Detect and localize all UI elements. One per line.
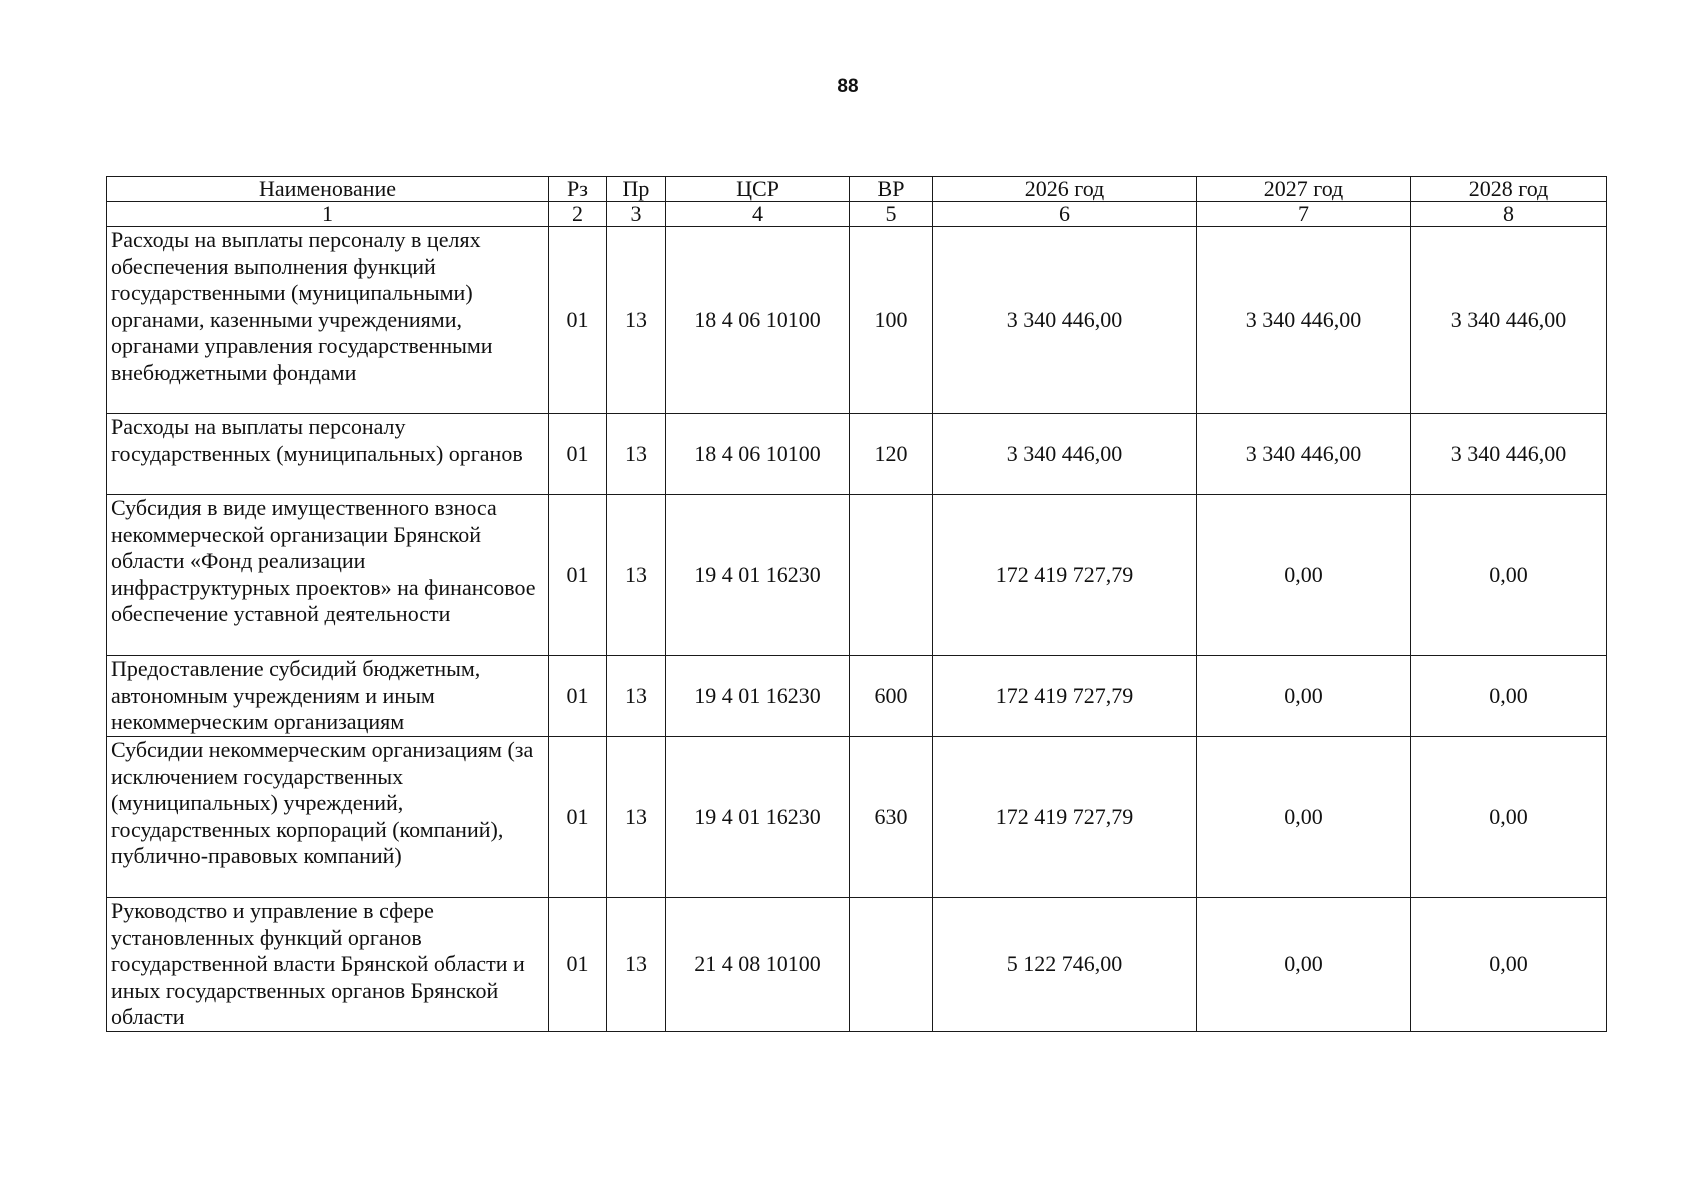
row-pr: 13: [607, 227, 666, 414]
row-rz: 01: [549, 656, 607, 737]
row-amount-2027: 0,00: [1197, 656, 1411, 737]
row-pr: 13: [607, 656, 666, 737]
row-name: Руководство и управление в сфере установленных функций органов государственной власти Брянской области и иных государственных органов Брянской области: [107, 898, 549, 1032]
row-vr: [850, 898, 933, 1032]
row-amount-2026: 5 122 746,00: [933, 898, 1197, 1032]
row-vr: 100: [850, 227, 933, 414]
row-amount-2026: 172 419 727,79: [933, 737, 1197, 898]
row-vr: 600: [850, 656, 933, 737]
row-amount-2028: 0,00: [1411, 737, 1607, 898]
header-rz: Рз: [549, 177, 607, 202]
column-number: 5: [850, 202, 933, 227]
row-csr: 18 4 06 10100: [666, 414, 850, 495]
row-pr: 13: [607, 898, 666, 1032]
row-amount-2026: 172 419 727,79: [933, 656, 1197, 737]
column-number-row: [107, 202, 1607, 227]
table-row: [107, 495, 1607, 656]
row-name: Предоставление субсидий бюджетным, автономным учреждениям и иным некоммерческим организациям: [107, 656, 549, 737]
column-number: 8: [1411, 202, 1607, 227]
row-amount-2028: 3 340 446,00: [1411, 414, 1607, 495]
column-number: 2: [549, 202, 607, 227]
row-name: Субсидии некоммерческим организациям (за исключением государственных (муниципальных) учреждений, государственных корпораций (компаний), публично-правовых компаний): [107, 737, 549, 898]
row-name: Расходы на выплаты персоналу государственных (муниципальных) органов: [107, 414, 549, 495]
row-amount-2027: 0,00: [1197, 737, 1411, 898]
row-name: Расходы на выплаты персоналу в целях обеспечения выполнения функций государственными (муниципальными) органами, казенными учреждениями, органами управления государственными внебюджетными фондами: [107, 227, 549, 414]
row-vr: [850, 495, 933, 656]
header-2027: 2027 год: [1197, 177, 1411, 202]
row-amount-2026: 3 340 446,00: [933, 227, 1197, 414]
header-vr: ВР: [850, 177, 933, 202]
row-amount-2027: 0,00: [1197, 495, 1411, 656]
row-csr: 19 4 01 16230: [666, 495, 850, 656]
row-amount-2028: 0,00: [1411, 495, 1607, 656]
table-row: [107, 414, 1607, 495]
budget-table: [106, 176, 1607, 1032]
row-amount-2028: 0,00: [1411, 898, 1607, 1032]
header-name: Наименование: [107, 177, 549, 202]
row-rz: 01: [549, 414, 607, 495]
header-row: [107, 177, 1607, 202]
header-csr: ЦСР: [666, 177, 850, 202]
table-row: [107, 898, 1607, 1032]
column-number: 4: [666, 202, 850, 227]
row-amount-2026: 172 419 727,79: [933, 495, 1197, 656]
row-csr: 18 4 06 10100: [666, 227, 850, 414]
row-csr: 21 4 08 10100: [666, 898, 850, 1032]
column-number: 6: [933, 202, 1197, 227]
row-amount-2027: 3 340 446,00: [1197, 414, 1411, 495]
row-pr: 13: [607, 737, 666, 898]
header-pr: Пр: [607, 177, 666, 202]
column-number: 3: [607, 202, 666, 227]
page-number: 88: [837, 76, 859, 97]
row-rz: 01: [549, 898, 607, 1032]
table-row: [107, 656, 1607, 737]
header-2026: 2026 год: [933, 177, 1197, 202]
table-row: [107, 227, 1607, 414]
row-csr: 19 4 01 16230: [666, 656, 850, 737]
row-amount-2026: 3 340 446,00: [933, 414, 1197, 495]
row-rz: 01: [549, 495, 607, 656]
row-rz: 01: [549, 737, 607, 898]
row-vr: 630: [850, 737, 933, 898]
row-pr: 13: [607, 414, 666, 495]
row-amount-2028: 3 340 446,00: [1411, 227, 1607, 414]
table-row: [107, 737, 1607, 898]
header-2028: 2028 год: [1411, 177, 1607, 202]
row-vr: 120: [850, 414, 933, 495]
row-amount-2027: 0,00: [1197, 898, 1411, 1032]
row-amount-2027: 3 340 446,00: [1197, 227, 1411, 414]
column-number: 1: [107, 202, 549, 227]
row-csr: 19 4 01 16230: [666, 737, 850, 898]
row-name: Субсидия в виде имущественного взноса некоммерческой организации Брянской области «Фонд реализации инфраструктурных проектов» на финансовое обеспечение уставной деятельности: [107, 495, 549, 656]
row-rz: 01: [549, 227, 607, 414]
row-pr: 13: [607, 495, 666, 656]
column-number: 7: [1197, 202, 1411, 227]
row-amount-2028: 0,00: [1411, 656, 1607, 737]
